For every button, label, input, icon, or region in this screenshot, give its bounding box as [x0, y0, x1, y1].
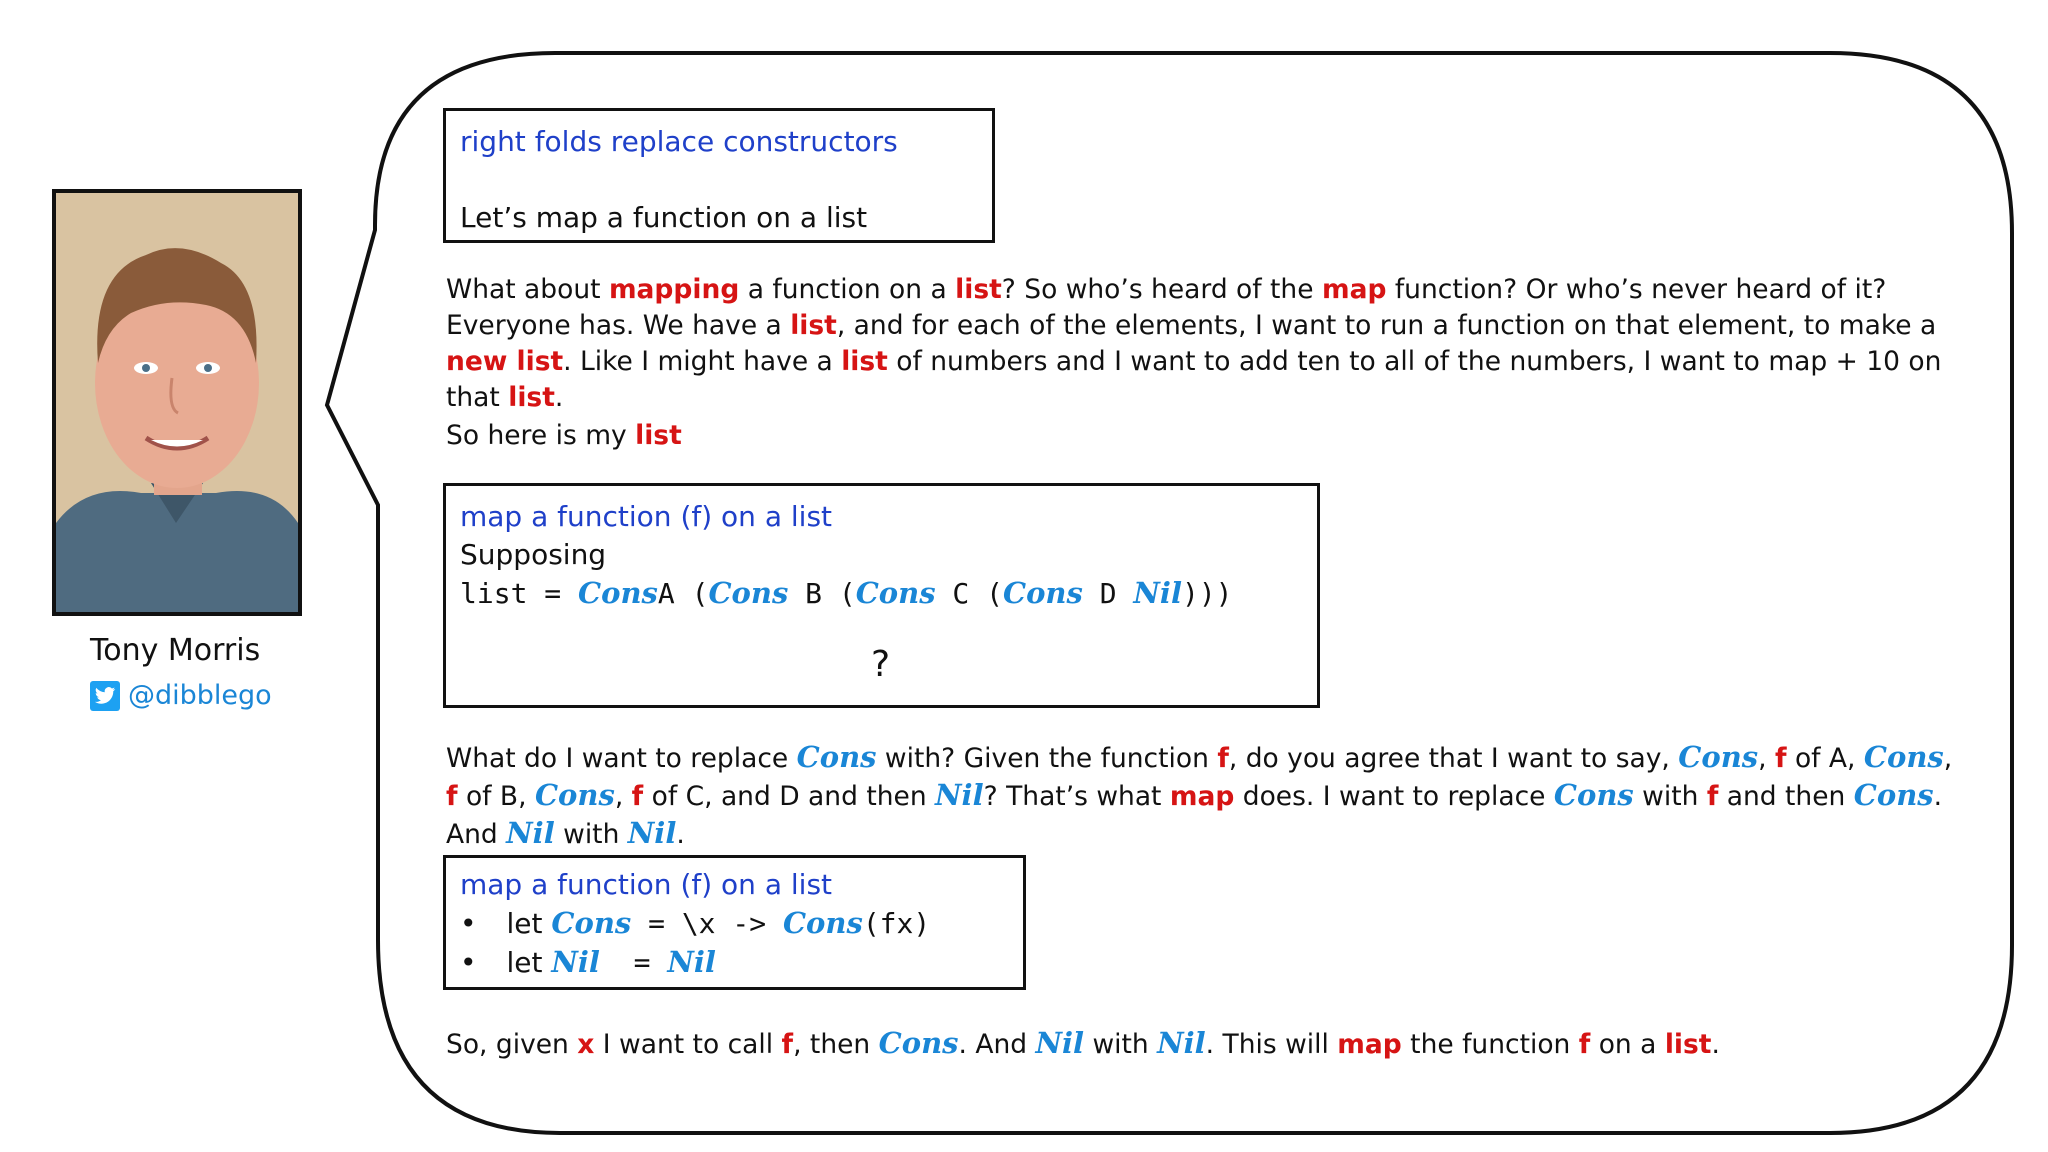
paragraph-here-is-my-list: So here is my list	[446, 420, 682, 451]
paragraph-summary: So, given x I want to call f, then Cons. And Nil with Nil. This will map the function f on a list.	[446, 1026, 1720, 1060]
speaker-photo	[52, 189, 302, 616]
list-definition-box	[443, 483, 1320, 708]
let-nil-line: • let Nil = Nil	[460, 945, 716, 979]
speaker-handle-row[interactable]	[90, 680, 272, 711]
supposing-label: Supposing	[460, 538, 607, 571]
speaker-name: Tony Morris	[90, 633, 261, 668]
twitter-handle[interactable]: @dibblego	[128, 680, 272, 711]
map-definition-box	[443, 855, 1026, 990]
paragraph-replace-cons: What do I want to replace Cons with? Given the function f, do you agree that I want to say, Cons, f of A, Cons, f of B, Cons, f of C, and D and then Nil? That’s what map does. I want to replace Cons with f and then Cons. And Nil with Nil.	[446, 740, 1953, 850]
list-code-line: list = ConsA (Cons B (Cons C (Cons D Nil)))	[460, 576, 1233, 610]
title-box-heading: right folds replace constructors	[460, 125, 898, 158]
title-box-subtitle: Let’s map a function on a list	[460, 201, 868, 234]
list-definition-heading: map a function (f) on a list	[460, 500, 833, 533]
paragraph-mapping-intro: What about mapping a function on a list? So who’s heard of the map function? Or who’s never heard of it? Everyone has. We have a list, and for each of the elements, I want to run a function on that element, to make a new list. Like I might have a list of numbers and I want to add ten to all of the numbers, I want to map + 10 on that list.	[446, 274, 1942, 413]
title-box	[443, 108, 995, 243]
let-cons-line: • let Cons = \x -> Cons(fx)	[460, 906, 931, 940]
twitter-icon	[90, 681, 120, 711]
map-definition-heading: map a function (f) on a list	[460, 868, 833, 901]
question-mark: ?	[871, 644, 891, 685]
